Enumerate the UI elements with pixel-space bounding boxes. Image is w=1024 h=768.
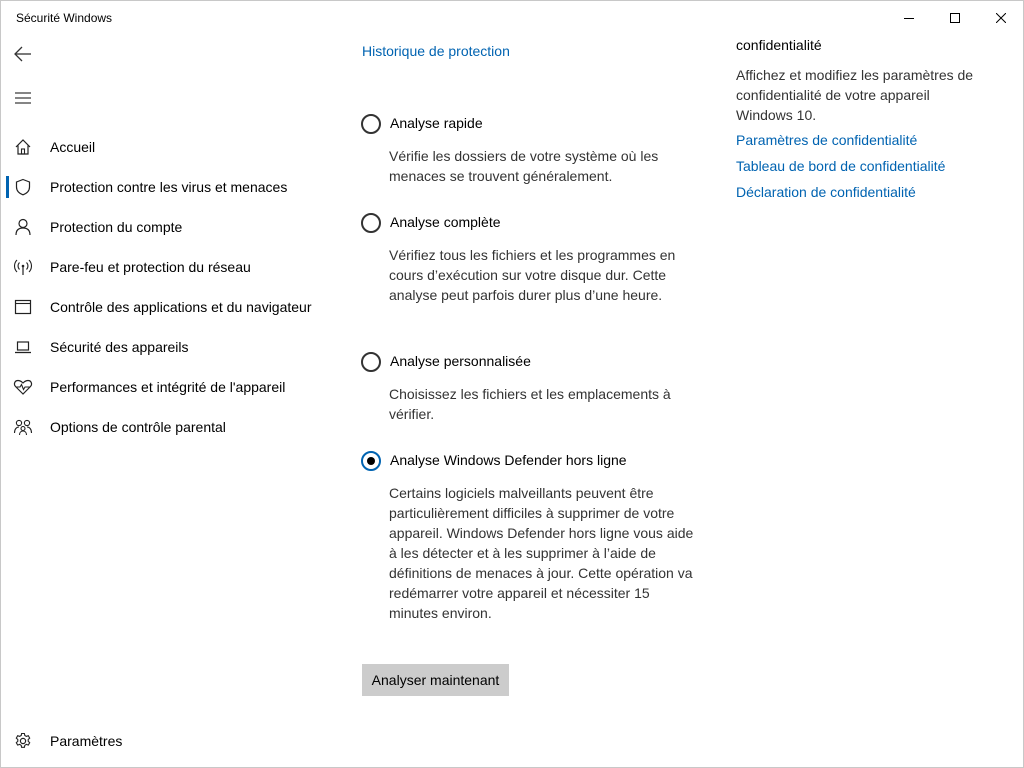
radio-label[interactable]: Analyse personnalisée [390, 353, 531, 369]
sidebar-item-family[interactable] [1, 407, 341, 447]
sidebar-item-label: Sécurité des appareils [50, 339, 189, 355]
heart-pulse-icon [13, 378, 33, 396]
scan-option-offline [361, 451, 701, 623]
sidebar-item-virus-protection[interactable] [1, 167, 341, 207]
radio-option-row[interactable] [361, 352, 701, 374]
app-browser-icon [13, 298, 33, 316]
back-button[interactable] [1, 37, 45, 71]
radio-label[interactable]: Analyse complète [390, 214, 501, 230]
sidebar-item-label: Performances et intégrité de l'appareil [50, 379, 286, 395]
sidebar-item-label: Accueil [50, 139, 96, 155]
privacy-dashboard-link[interactable]: Tableau de bord de confidentialité [736, 158, 946, 174]
minimize-button[interactable] [886, 1, 932, 35]
scan-option-full [361, 213, 701, 305]
hamburger-menu-button[interactable] [1, 81, 45, 115]
back-arrow-icon [14, 46, 32, 62]
sidebar-item-label: Protection du compte [50, 219, 183, 235]
option-description: Vérifie les dossiers de votre système où les menaces se trouvent généralement. [389, 148, 659, 184]
sidebar-item-label: Pare-feu et protection du réseau [50, 259, 251, 275]
radio-option-row[interactable] [361, 451, 701, 473]
home-icon [13, 138, 33, 156]
person-icon [13, 218, 33, 236]
sidebar-item-settings[interactable] [1, 721, 341, 761]
option-description: Choisissez les fichiers et les emplacements à vérifier. [389, 386, 671, 422]
option-description: Certains logiciels malveillants peuvent être particulièrement difficiles à supprimer de votre appareil. Windows Defender hors ligne vous aide à les détecter et à les supprimer à l’aide de définitions de menaces à jour. Cette opération va redémarrer votre appareil et nécessiter 15 minutes environ. [389, 485, 694, 621]
radio-option-row[interactable] [361, 213, 701, 235]
antenna-icon [13, 258, 33, 276]
shield-icon [13, 178, 33, 196]
close-button[interactable] [978, 1, 1024, 35]
privacy-statement-link[interactable]: Déclaration de confidentialité [736, 184, 916, 200]
sidebar-item-label: Protection contre les virus et menaces [50, 179, 288, 195]
radio-button[interactable] [361, 213, 381, 233]
close-icon [996, 13, 1006, 23]
radio-button-selected[interactable] [361, 451, 381, 471]
hamburger-icon [15, 92, 31, 104]
sidebar-nav [1, 127, 341, 447]
sidebar-item-device-security[interactable] [1, 327, 341, 367]
radio-label[interactable]: Analyse rapide [390, 115, 483, 131]
family-icon [13, 418, 33, 436]
privacy-settings-link[interactable]: Paramètres de confidentialité [736, 132, 918, 148]
maximize-button[interactable] [932, 1, 978, 35]
maximize-icon [950, 13, 960, 23]
sidebar-item-label: Contrôle des applications et du navigateur [50, 299, 312, 315]
active-indicator [6, 176, 9, 198]
sidebar-item-account[interactable] [1, 207, 341, 247]
radio-button[interactable] [361, 352, 381, 372]
settings-label: Paramètres [50, 733, 123, 749]
privacy-panel [736, 37, 986, 201]
option-description: Vérifiez tous les fichiers et les programmes en cours d’exécution sur votre disque dur. Cette analyse peut parfois durer plus d’une heure. [389, 247, 676, 303]
sidebar-item-home[interactable] [1, 127, 341, 167]
radio-button[interactable] [361, 114, 381, 134]
radio-label[interactable]: Analyse Windows Defender hors ligne [390, 452, 627, 468]
title-bar [1, 1, 1024, 35]
laptop-icon [13, 338, 33, 356]
sidebar-item-label: Options de contrôle parental [50, 419, 226, 435]
protection-history-link[interactable]: Historique de protection [362, 43, 510, 59]
sidebar-item-device-health[interactable] [1, 367, 341, 407]
privacy-description: Affichez et modifiez les paramètres de confidentialité de votre appareil Windows 10. [736, 67, 974, 123]
gear-icon [13, 732, 33, 750]
radio-option-row[interactable] [361, 114, 701, 136]
sidebar-item-firewall[interactable] [1, 247, 341, 287]
scan-now-button[interactable]: Analyser maintenant [362, 664, 509, 696]
scan-option-quick [361, 114, 701, 186]
scan-option-custom [361, 352, 701, 424]
minimize-icon [904, 13, 914, 23]
sidebar-item-app-browser[interactable] [1, 287, 341, 327]
privacy-heading: confidentialité [736, 37, 822, 53]
window-title: Sécurité Windows [16, 11, 113, 25]
